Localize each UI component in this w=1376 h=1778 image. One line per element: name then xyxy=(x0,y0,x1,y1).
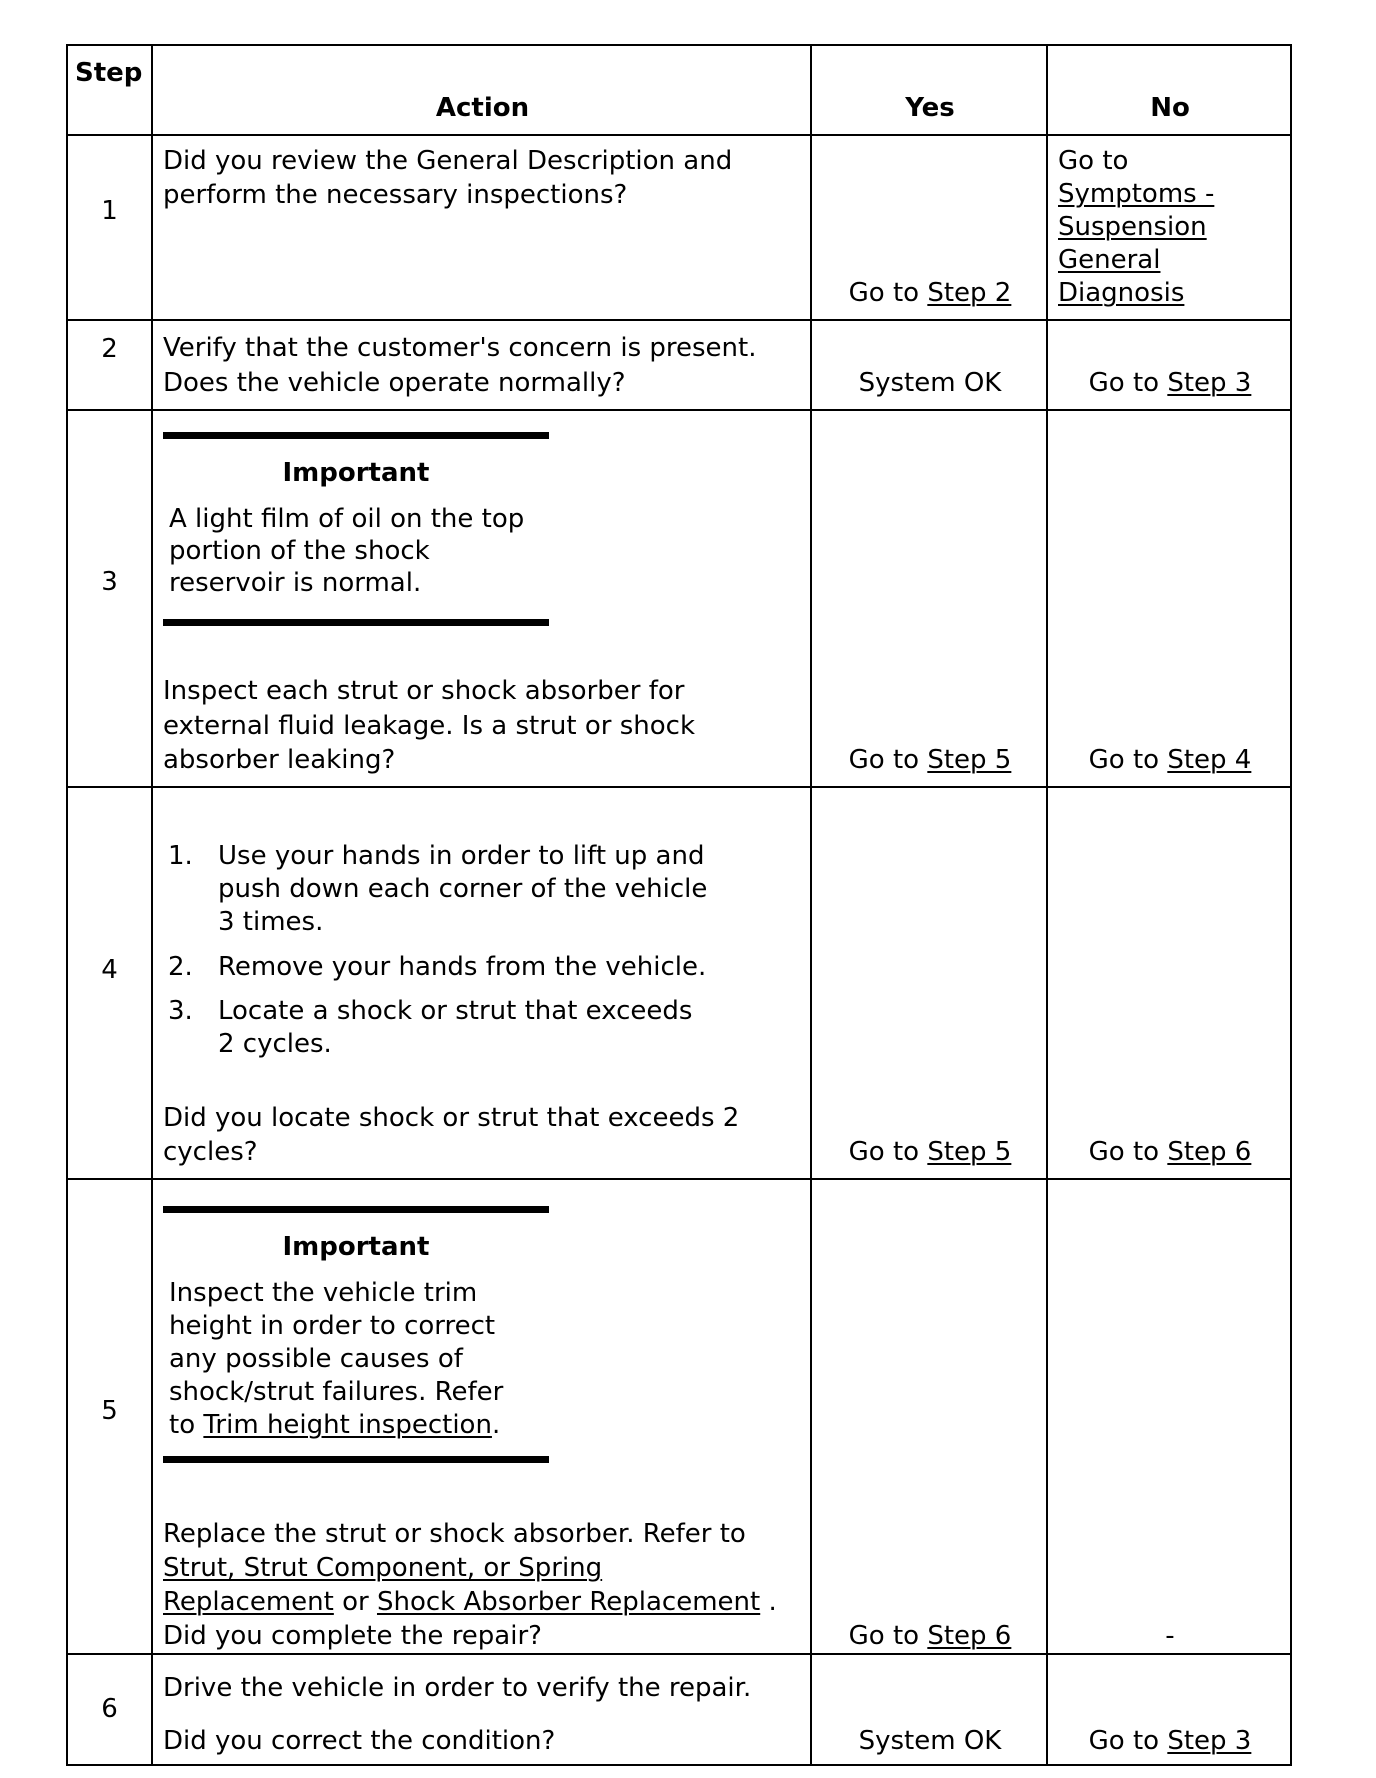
list-num-1: 1. xyxy=(168,841,193,871)
step6-yes: System OK xyxy=(858,1726,1002,1756)
important-rule-bottom xyxy=(163,1456,549,1463)
step4-list1-line3: 3 times. xyxy=(218,907,324,937)
step6-no: Go to Step 3 xyxy=(1088,1726,1252,1756)
row-divider-5 xyxy=(66,1653,1292,1655)
link-shock-absorber-replacement[interactable]: Shock Absorber Replacement xyxy=(376,1587,761,1617)
step4-action-line2: cycles? xyxy=(163,1137,258,1167)
link-trim-height-inspection[interactable]: Trim height inspection xyxy=(203,1410,492,1440)
step5-no: - xyxy=(1165,1621,1175,1651)
row-divider-3 xyxy=(66,786,1292,788)
step5-important-line5: to Trim height inspection. xyxy=(169,1410,501,1440)
step1-yes: Go to Step 2 xyxy=(848,278,1012,308)
link-step-4[interactable]: Step 4 xyxy=(1167,745,1252,775)
step-number-6: 6 xyxy=(101,1694,118,1724)
header-yes: Yes xyxy=(905,93,955,123)
table-border-left xyxy=(66,44,68,1766)
step2-yes: System OK xyxy=(858,368,1002,398)
step-number-2: 2 xyxy=(101,334,118,364)
step1-action-line2: perform the necessary inspections? xyxy=(163,180,628,210)
header-step: Step xyxy=(75,58,143,88)
step-number-4: 4 xyxy=(101,955,118,985)
step-number-1: 1 xyxy=(101,196,118,226)
step4-list1-line1: Use your hands in order to lift up and xyxy=(218,841,705,871)
step2-action-line2: Does the vehicle operate normally? xyxy=(163,368,626,398)
header-action: Action xyxy=(435,93,530,123)
header-no: No xyxy=(1150,93,1190,123)
link-step-3[interactable]: Step 3 xyxy=(1167,368,1252,398)
link-step-5[interactable]: Step 5 xyxy=(927,1137,1012,1167)
step-number-3: 3 xyxy=(101,567,118,597)
step4-list2-line1: Remove your hands from the vehicle. xyxy=(218,952,707,982)
table-border-right xyxy=(1290,44,1292,1766)
link-step-5[interactable]: Step 5 xyxy=(927,745,1012,775)
row-divider-1 xyxy=(66,319,1292,321)
step5-action-line3: Replacement or Shock Absorber Replacement . xyxy=(163,1587,777,1617)
step3-no: Go to Step 4 xyxy=(1088,745,1252,775)
table-border-top xyxy=(66,44,1292,46)
step4-action-line1: Did you locate shock or strut that exceeds 2 xyxy=(163,1103,740,1133)
step4-yes: Go to Step 5 xyxy=(848,1137,1012,1167)
step2-no: Go to Step 3 xyxy=(1088,368,1252,398)
important-title: Important xyxy=(282,1232,430,1262)
step3-action-line2: external fluid leakage. Is a strut or shock xyxy=(163,711,695,741)
link-step-6[interactable]: Step 6 xyxy=(1167,1137,1252,1167)
step3-important-line1: A light film of oil on the top xyxy=(169,504,525,534)
step4-list3-line2: 2 cycles. xyxy=(218,1029,332,1059)
step3-important-line2: portion of the shock xyxy=(169,536,430,566)
step3-action-line3: absorber leaking? xyxy=(163,745,396,775)
step3-important-line3: reservoir is normal. xyxy=(169,568,422,598)
link-strut-replacement-line1[interactable]: Strut, Strut Component, or Spring xyxy=(163,1553,603,1583)
step2-action-line1: Verify that the customer's concern is present. xyxy=(163,333,757,363)
link-symptoms-line2[interactable]: Suspension xyxy=(1058,212,1207,242)
table-border-bottom xyxy=(66,1764,1292,1766)
link-strut-replacement-line2[interactable]: Replacement xyxy=(163,1587,334,1617)
important-rule-top xyxy=(163,1206,549,1213)
row-divider-header xyxy=(66,134,1292,136)
step4-list3-line1: Locate a shock or strut that exceeds xyxy=(218,996,693,1026)
step-number-5: 5 xyxy=(101,1396,118,1426)
step6-action-line2: Did you correct the condition? xyxy=(163,1726,556,1756)
step5-important-line4: shock/strut failures. Refer xyxy=(169,1377,504,1407)
link-step-6[interactable]: Step 6 xyxy=(927,1621,1012,1651)
step5-action-line1: Replace the strut or shock absorber. Refer to xyxy=(163,1519,746,1549)
step6-action-line1: Drive the vehicle in order to verify the repair. xyxy=(163,1673,752,1703)
link-step-2[interactable]: Step 2 xyxy=(927,278,1012,308)
important-rule-top xyxy=(163,432,549,439)
column-divider-step xyxy=(151,44,153,1766)
step5-action-line4: Did you complete the repair? xyxy=(163,1621,542,1651)
link-step-3[interactable]: Step 3 xyxy=(1167,1726,1252,1756)
link-symptoms-line3[interactable]: General xyxy=(1058,245,1161,275)
row-divider-2 xyxy=(66,409,1292,411)
important-rule-bottom xyxy=(163,619,549,626)
important-title: Important xyxy=(282,458,430,488)
row-divider-4 xyxy=(66,1178,1292,1180)
step4-no: Go to Step 6 xyxy=(1088,1137,1252,1167)
step5-important-line1: Inspect the vehicle trim xyxy=(169,1278,478,1308)
step4-list1-line2: push down each corner of the vehicle xyxy=(218,874,708,904)
step3-yes: Go to Step 5 xyxy=(848,745,1012,775)
link-symptoms-line4[interactable]: Diagnosis xyxy=(1058,278,1185,308)
step1-action-line1: Did you review the General Description and xyxy=(163,146,733,176)
step5-important-line3: any possible causes of xyxy=(169,1344,463,1374)
list-num-3: 3. xyxy=(168,996,193,1026)
step3-action-line1: Inspect each strut or shock absorber for xyxy=(163,676,685,706)
step1-no-prefix: Go to xyxy=(1058,146,1129,176)
step5-important-line2: height in order to correct xyxy=(169,1311,496,1341)
list-num-2: 2. xyxy=(168,952,193,982)
link-symptoms-line1[interactable]: Symptoms - xyxy=(1058,179,1215,209)
step5-yes: Go to Step 6 xyxy=(848,1621,1012,1651)
